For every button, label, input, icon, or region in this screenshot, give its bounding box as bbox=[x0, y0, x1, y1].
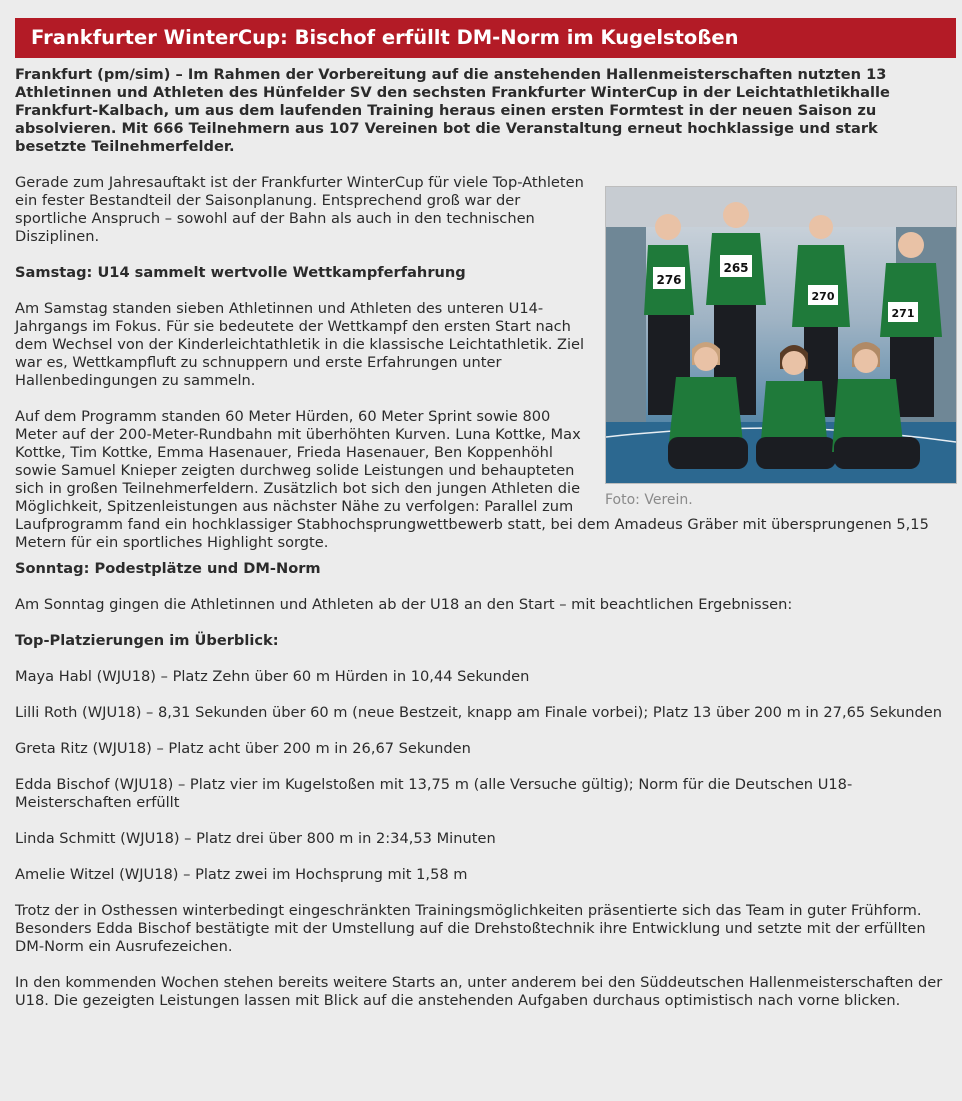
article-lead: Frankfurt (pm/sim) – Im Rahmen der Vorbereitung auf die anstehenden Hallenmeisterschaften nutzten 13 Athletinnen und Athleten des Hünfelder SV den sechsten Frankfurter WinterCup in der Leichtathletikhalle Frankfurt-Kalbach, um aus dem laufenden Training heraus einen ersten Formtest in der neuen Saison zu absolvieren. Mit 666 Teilnehmern aus 107 Vereinen bot die Veranstaltung erneut hochklassige und stark besetzte Teilnehmerfelder. bbox=[15, 66, 890, 155]
bib-271: 271 bbox=[891, 307, 915, 320]
paragraph-saturday: Am Samstag standen sieben Athletinnen und Athleten des unteren U14-Jahrgangs im Fokus. Für sie bedeutete der Wettkampf den ersten Start nach dem Wechsel von der Kinderleichtathletik in die klassische Leichtathletik. Ziel war es, Wettkampfluft zu schnuppern und erste Erfahrungen unter Hallenbedingungen zu sammeln. bbox=[15, 300, 585, 389]
paragraph-summary: Trotz der in Osthessen winterbedingt eingeschränkten Trainingsmöglichkeiten präsentierte sich das Team in guter Frühform. Besonders Edda Bischof bestätigte mit der Umstellung auf die Drehstoßtechnik ihre Entwicklung und setzte mit der erfüllten DM-Norm ein Ausrufezeichen. bbox=[15, 902, 926, 955]
article-title: Frankfurter WinterCup: Bischof erfüllt DM-Norm im Kugelstoßen bbox=[31, 26, 739, 49]
team-photo-figure bbox=[605, 186, 957, 509]
paragraph-sunday: Am Sonntag gingen die Athletinnen und Athleten ab der U18 an den Start – mit beachtlichen Ergebnissen: bbox=[15, 596, 793, 613]
bib-265: 265 bbox=[723, 261, 749, 275]
result-item: Greta Ritz (WJU18) – Platz acht über 200 m in 26,67 Sekunden bbox=[15, 740, 471, 757]
article-body bbox=[15, 66, 951, 1028]
headline-bar bbox=[15, 18, 956, 58]
subheading-sunday: Sonntag: Podestplätze und DM-Norm bbox=[15, 560, 321, 577]
paragraph-intro: Gerade zum Jahresauftakt ist der Frankfurter WinterCup für viele Top-Athleten ein fester Bestandteil der Saisonplanung. Entsprechend groß war der sportliche Anspruch – sowohl auf der Bahn als auch in den technischen Disziplinen. bbox=[15, 174, 584, 245]
result-item: Amelie Witzel (WJU18) – Platz zwei im Hochsprung mit 1,58 m bbox=[15, 866, 468, 883]
subheading-saturday: Samstag: U14 sammelt wertvolle Wettkampferfahrung bbox=[15, 264, 466, 281]
result-item: Edda Bischof (WJU18) – Platz vier im Kugelstoßen mit 13,75 m (alle Versuche gültig); Norm für die Deutschen U18-Meisterschaften erfüllt bbox=[15, 776, 853, 811]
paragraph-outlook: In den kommenden Wochen stehen bereits weitere Starts an, unter anderem bei den Süddeutschen Hallenmeisterschaften der U18. Die gezeigten Leistungen lassen mit Blick auf die anstehenden Aufgaben durchaus optimistisch nach vorne blicken. bbox=[15, 974, 943, 1009]
subheading-top-results: Top-Platzierungen im Überblick: bbox=[15, 632, 279, 649]
photo-caption: Foto: Verein. bbox=[605, 492, 693, 508]
result-item: Lilli Roth (WJU18) – 8,31 Sekunden über 60 m (neue Bestzeit, knapp am Finale vorbei); Platz 13 über 200 m in 27,65 Sekunden bbox=[15, 704, 943, 721]
bib-270: 270 bbox=[811, 290, 835, 303]
paragraph-program: Auf dem Programm standen 60 Meter Hürden, 60 Meter Sprint sowie 800 Meter auf der 200-Meter-Rundbahn mit überhöhten Kurven. Luna Kottke, Max Kottke, Tim Kottke, Emma Hasenauer, Frieda Hasenauer, Ben Koppenhöhl sowie Samuel Knieper zeigten durchweg solide Leistungen und behaupteten sich in großen Teilnehmerfeldern. Zusätzlich bot sich den jungen Athleten die Möglichkeit, Spitzenleistungen aus nächster Nähe zu verfolgen: Parallel zum Laufprogramm fand ein hochklassiger Stabhochsprungwettbewerb statt, bei dem Amadeus Gräber mit übersprungenen 5,15 Metern für ein sportliches Highlight sorgte. bbox=[15, 408, 929, 551]
bib-276: 276 bbox=[656, 273, 682, 287]
result-item: Linda Schmitt (WJU18) – Platz drei über 800 m in 2:34,53 Minuten bbox=[15, 830, 496, 847]
team-photo bbox=[605, 186, 957, 484]
result-item: Maya Habl (WJU18) – Platz Zehn über 60 m Hürden in 10,44 Sekunden bbox=[15, 668, 530, 685]
